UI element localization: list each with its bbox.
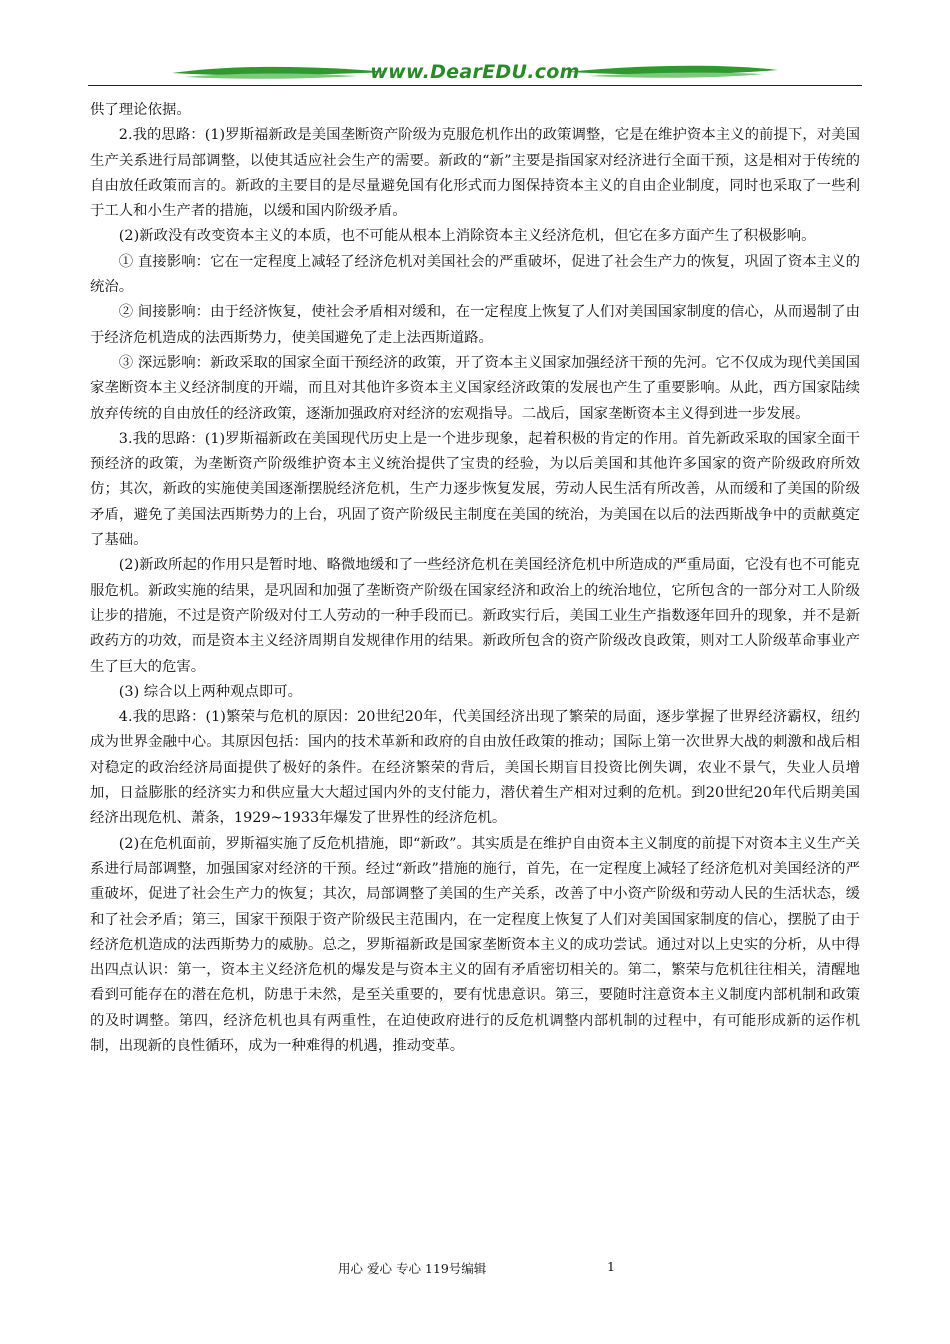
paragraph: (2)新政没有改变资本主义的本质，也不可能从根本上消除资本主义经济危机，但它在多方面产生了积极影响。 [118,228,816,245]
paragraph: ② 间接影响：由于经济恢复，使社会矛盾相对缓和，在一定程度上恢复了人们对美国国家制度的信心，从而遏制了由于经济危机造成的法西斯势力，使美国避免了走上法西斯道路。 [90,304,860,346]
document-body [90,98,860,1059]
paragraph: ① 直接影响：它在一定程度上减轻了经济危机对美国社会的严重破坏，促进了社会生产力的恢复，巩固了资本主义的统治。 [90,253,860,296]
paragraph: 供了理论依据。 [90,102,191,118]
paragraph: (3) 综合以上两种观点即可。 [118,683,303,700]
page-header [88,58,862,94]
paragraph: 3.我的思路：(1)罗斯福新政在美国现代历史上是一个进步现象，起着积极的肯定的作用。首先新政采取的国家全面干预经济的政策，为垄断资产阶级维护资本主义统治提供了宝贵的经验，为以后美国和其他许多国家的资产阶级政府所效仿；其次，新政的实施使美国逐渐摆脱经济危机，生产力逐步恢复发展，劳动人民生活有所改善，从而缓和了美国的阶级矛盾，避免了美国法西斯势力的上台，巩固了资产阶级民主制度在美国的统治，为美国在以后的法西斯战争中的贡献奠定了基础。 [90,430,860,549]
site-logo[interactable]: www.DearEDU.com [370,61,580,83]
paragraph: ③ 深远影响：新政采取的国家全面干预经济的政策，开了资本主义国家加强经济干预的先河。它不仅成为现代美国国家垄断资本主义经济制度的开端，而且对其他许多资本主义国家经济政策的发展也产生了重要影响。从此，西方国家陆续放弃传统的自由放任的经济政策，逐渐加强政府对经济的宏观指导。二战后，国家垄断资本主义得到进一步发展。 [90,354,860,422]
paragraph: 4.我的思路：(1)繁荣与危机的原因：20世纪20年，代美国经济出现了繁荣的局面，逐步掌握了世界经济霸权，纽约成为世界金融中心。其原因包括：国内的技术革新和政府的自由放任政策的推动；国际上第一次世界大战的刺激和战后相对稳定的政治经济局面提供了极好的条件。在经济繁荣的背后，美国长期盲目投资比例失调，农业不景气，失业人员增加，日益膨胀的经济实力和供应量大大超过国内外的支付能力，潜伏着生产相对过剩的危机。到20世纪20年代后期美国经济出现危机、萧条，1929~1933年爆发了世界性的经济危机。 [90,709,860,827]
paragraph: (2)新政所起的作用只是暂时地、略微地缓和了一些经济危机在美国经济危机中所造成的严重局面，它没有也不可能克服危机。新政实施的结果，是巩固和加强了垄断资产阶级在国家经济和政治上的统治地位，它所包含的一部分对工人阶级让步的措施，不过是资产阶级对付工人劳动的一种手段而已。新政实行后，美国工业生产指数逐年回升的现象，并不是新政药方的功效，而是资本主义经济周期自发规律作用的结果。新政所包含的资产阶级改良政策，则对工人阶级革命事业产生了巨大的危害。 [90,557,860,675]
paragraph: 2.我的思路：(1)罗斯福新政是美国垄断资产阶级为克服危机作出的政策调整，它是在维护资本主义的前提下，对美国生产关系进行局部调整，以使其适应社会生产的需要。新政的“新”主要是指国家对经济进行全面干预，这是相对于传统的自由放任政策而言的。新政的主要目的是尽量避免国有化形式而力图保持资本主义的自由企业制度，同时也采取了一些利于工人和小生产者的措施，以缓和国内阶级矛盾。 [90,127,860,220]
paragraph: (2)在危机面前，罗斯福实施了反危机措施，即“新政”。其实质是在维护自由资本主义制度的前提下对资本主义生产关系进行局部调整，加强国家对经济的干预。经过“新政”措施的施行，首先，在一定程度上减轻了经济危机对美国经济的严重破坏，促进了社会生产力的恢复；其次，局部调整了美国的生产关系，改善了中小资产阶级和劳动人民的生活状态，缓和了社会矛盾；第三，国家干预限于资产阶级民主范围内，在一定程度上恢复了人们对美国国家制度的信心，摆脱了由于经济危机造成的法西斯势力的威胁。总之，罗斯福新政是国家垄断资本主义的成功尝试。通过对以上史实的分析，从中得出四点认识：第一，资本主义经济危机的爆发是与资本主义的固有矛盾密切相关的。第二，繁荣与危机往往相关，清醒地看到可能存在的潜在危机，防患于未然，是至关重要的，要有忧患意识。第三，要随时注意资本主义制度内部机制和政策的及时调整。第四，经济危机也具有两重性，在迫使政府进行的反危机调整内部机制的过程中，有可能形成新的运作机制，出现新的良性循环，成为一种难得的机遇，推动变革。 [90,835,860,1054]
header-divider [88,85,862,86]
page-number: 1 [607,1259,615,1274]
footer-credit: 用心 爱心 专心 119号编辑 [338,1261,487,1276]
